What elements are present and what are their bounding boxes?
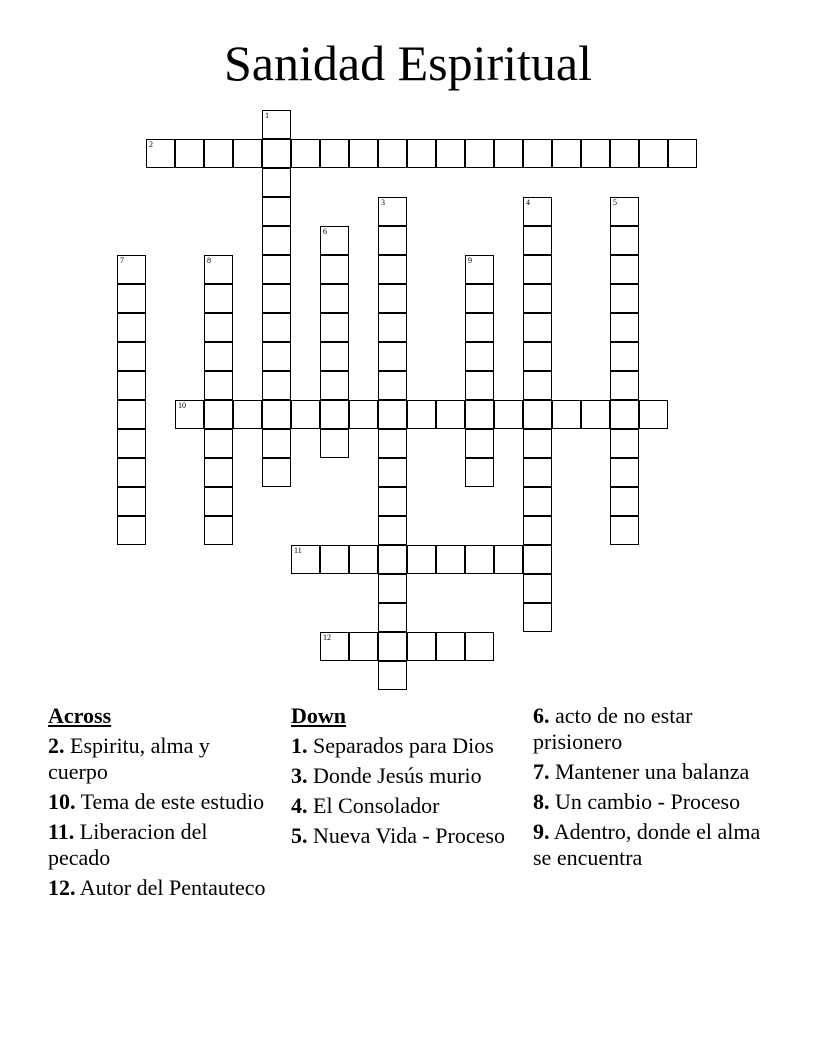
grid-cell[interactable] (378, 545, 407, 574)
grid-cell[interactable] (610, 284, 639, 313)
grid-cell[interactable] (639, 139, 668, 168)
clue-number: 7. (533, 759, 550, 784)
clue-text: Un cambio - Proceso (555, 789, 741, 814)
cell-number: 4 (526, 198, 530, 207)
grid-cell[interactable] (117, 371, 146, 400)
clue-down-5 (291, 823, 511, 849)
grid-cell[interactable] (523, 429, 552, 458)
grid-cell[interactable] (204, 429, 233, 458)
grid-cell[interactable] (610, 342, 639, 371)
clue-down-4 (291, 793, 511, 819)
grid-cell[interactable] (262, 342, 291, 371)
grid-cell[interactable] (349, 400, 378, 429)
grid-cell[interactable] (610, 139, 639, 168)
grid-cell[interactable] (320, 400, 349, 429)
grid-cell[interactable] (233, 400, 262, 429)
grid-cell[interactable] (378, 197, 407, 226)
grid-cell[interactable] (581, 400, 610, 429)
grid-cell[interactable] (378, 284, 407, 313)
clue-down-8 (533, 789, 768, 815)
grid-cell[interactable] (204, 371, 233, 400)
down-clues-continued (533, 703, 768, 875)
grid-cell[interactable] (320, 255, 349, 284)
grid-cell[interactable] (378, 371, 407, 400)
grid-cell[interactable] (523, 574, 552, 603)
grid-cell[interactable] (320, 284, 349, 313)
cell-number: 8 (207, 256, 211, 265)
grid-cell[interactable] (233, 139, 262, 168)
clue-text: Adentro, donde el alma se encuentra (533, 819, 761, 870)
grid-cell[interactable] (117, 400, 146, 429)
grid-cell[interactable] (117, 458, 146, 487)
grid-cell[interactable] (204, 255, 233, 284)
cell-number: 11 (294, 546, 302, 555)
grid-cell[interactable] (204, 487, 233, 516)
clue-number: 2. (48, 733, 65, 758)
clue-down-9 (533, 819, 768, 871)
grid-cell[interactable] (407, 632, 436, 661)
grid-cell[interactable] (523, 400, 552, 429)
grid-cell[interactable] (523, 487, 552, 516)
grid-cell[interactable] (610, 400, 639, 429)
grid-cell[interactable] (639, 400, 668, 429)
grid-cell[interactable] (436, 545, 465, 574)
grid-cell[interactable] (436, 139, 465, 168)
grid-cell[interactable] (204, 139, 233, 168)
grid-cell[interactable] (523, 342, 552, 371)
grid-cell[interactable] (523, 139, 552, 168)
grid-cell[interactable] (204, 313, 233, 342)
grid-cell[interactable] (610, 313, 639, 342)
grid-cell[interactable] (465, 400, 494, 429)
clue-number: 12. (48, 875, 76, 900)
across-heading: Across (48, 703, 112, 728)
grid-cell[interactable] (494, 545, 523, 574)
grid-cell[interactable] (581, 139, 610, 168)
grid-cell[interactable] (465, 429, 494, 458)
clue-number: 5. (291, 823, 308, 848)
grid-cell[interactable] (204, 458, 233, 487)
clue-text: Autor del Pentauteco (79, 875, 266, 900)
grid-cell[interactable] (610, 458, 639, 487)
grid-cell[interactable] (523, 313, 552, 342)
clue-text: Donde Jesús murio (313, 763, 482, 788)
grid-cell[interactable] (552, 400, 581, 429)
grid-cell[interactable] (610, 255, 639, 284)
grid-cell[interactable] (378, 400, 407, 429)
cell-number: 1 (265, 111, 269, 120)
grid-cell[interactable] (436, 400, 465, 429)
grid-cell[interactable] (465, 313, 494, 342)
clue-number: 9. (533, 819, 550, 844)
grid-cell[interactable] (378, 487, 407, 516)
grid-cell[interactable] (407, 545, 436, 574)
clue-text: Separados para Dios (313, 733, 494, 758)
grid-cell[interactable] (262, 429, 291, 458)
grid-cell[interactable] (117, 313, 146, 342)
cell-number: 9 (468, 256, 472, 265)
clue-down-7 (533, 759, 768, 785)
clue-down-6 (533, 703, 768, 755)
clue-text: Nueva Vida - Proceso (313, 823, 505, 848)
grid-cell[interactable] (378, 429, 407, 458)
grid-cell[interactable] (610, 226, 639, 255)
clue-number: 4. (291, 793, 308, 818)
grid-cell[interactable] (523, 197, 552, 226)
grid-cell[interactable] (465, 632, 494, 661)
cell-number: 3 (381, 198, 385, 207)
grid-cell[interactable] (262, 197, 291, 226)
clue-number: 1. (291, 733, 308, 758)
grid-cell[interactable] (523, 284, 552, 313)
clue-number: 8. (533, 789, 550, 814)
grid-cell[interactable] (465, 342, 494, 371)
grid-cell[interactable] (262, 313, 291, 342)
grid-cell[interactable] (610, 197, 639, 226)
grid-cell[interactable] (610, 487, 639, 516)
grid-cell[interactable] (465, 139, 494, 168)
grid-cell[interactable] (378, 255, 407, 284)
grid-cell[interactable] (436, 632, 465, 661)
grid-cell[interactable] (494, 400, 523, 429)
cell-number: 12 (323, 633, 331, 642)
cell-number: 2 (149, 140, 153, 149)
grid-cell[interactable] (523, 516, 552, 545)
grid-cell[interactable] (378, 226, 407, 255)
grid-cell[interactable] (117, 487, 146, 516)
clue-number: 11. (48, 819, 75, 844)
grid-cell[interactable] (407, 139, 436, 168)
grid-cell[interactable] (378, 458, 407, 487)
grid-cell[interactable] (117, 284, 146, 313)
down-heading: Down (291, 703, 347, 728)
grid-cell[interactable] (146, 139, 175, 168)
clue-across-2 (48, 733, 268, 785)
grid-cell[interactable] (610, 516, 639, 545)
grid-cell[interactable] (175, 400, 204, 429)
grid-cell[interactable] (320, 371, 349, 400)
grid-cell[interactable] (378, 342, 407, 371)
clue-across-12 (48, 875, 268, 901)
grid-cell[interactable] (349, 139, 378, 168)
grid-cell[interactable] (378, 313, 407, 342)
grid-cell[interactable] (668, 139, 697, 168)
grid-cell[interactable] (262, 168, 291, 197)
grid-cell[interactable] (523, 603, 552, 632)
grid-cell[interactable] (320, 226, 349, 255)
grid-cell[interactable] (465, 458, 494, 487)
grid-cell[interactable] (610, 429, 639, 458)
grid-cell[interactable] (494, 139, 523, 168)
grid-cell[interactable] (320, 429, 349, 458)
grid-cell[interactable] (291, 139, 320, 168)
grid-cell[interactable] (262, 284, 291, 313)
grid-cell[interactable] (320, 139, 349, 168)
clue-down-1 (291, 733, 511, 759)
cell-number: 7 (120, 256, 124, 265)
grid-cell[interactable] (610, 371, 639, 400)
grid-cell[interactable] (262, 458, 291, 487)
clue-number: 3. (291, 763, 308, 788)
grid-cell[interactable] (291, 400, 320, 429)
grid-cell[interactable] (465, 545, 494, 574)
grid-cell[interactable] (378, 661, 407, 690)
grid-cell[interactable] (523, 458, 552, 487)
grid-cell[interactable] (552, 139, 581, 168)
grid-cell[interactable] (291, 545, 320, 574)
grid-cell[interactable] (320, 545, 349, 574)
grid-cell[interactable] (320, 632, 349, 661)
cell-number: 6 (323, 227, 327, 236)
grid-cell[interactable] (349, 632, 378, 661)
grid-cell[interactable] (117, 255, 146, 284)
cell-number: 5 (613, 198, 617, 207)
grid-cell[interactable] (262, 139, 291, 168)
clue-text: acto de no estar prisionero (533, 703, 693, 754)
grid-cell[interactable] (523, 545, 552, 574)
clue-number: 6. (533, 703, 550, 728)
grid-cell[interactable] (262, 400, 291, 429)
grid-cell[interactable] (465, 255, 494, 284)
grid-cell[interactable] (175, 139, 204, 168)
grid-cell[interactable] (523, 226, 552, 255)
grid-cell[interactable] (204, 400, 233, 429)
grid-cell[interactable] (262, 371, 291, 400)
clue-number: 10. (48, 789, 76, 814)
down-clues (291, 703, 511, 853)
grid-cell[interactable] (262, 110, 291, 139)
clue-text: Mantener una balanza (555, 759, 750, 784)
cell-number: 10 (178, 401, 186, 410)
grid-cell[interactable] (320, 313, 349, 342)
grid-cell[interactable] (117, 342, 146, 371)
grid-cell[interactable] (262, 226, 291, 255)
puzzle-title: Sanidad Espiritual (224, 35, 592, 91)
clue-down-3 (291, 763, 511, 789)
grid-cell[interactable] (378, 574, 407, 603)
grid-cell[interactable] (465, 284, 494, 313)
grid-cell[interactable] (204, 516, 233, 545)
grid-cell[interactable] (204, 284, 233, 313)
grid-cell[interactable] (465, 371, 494, 400)
grid-cell[interactable] (378, 603, 407, 632)
clue-across-10 (48, 789, 268, 815)
grid-cell[interactable] (378, 516, 407, 545)
grid-cell[interactable] (523, 255, 552, 284)
clue-across-11 (48, 819, 268, 871)
clue-text: Espiritu, alma y cuerpo (48, 733, 210, 784)
grid-cell[interactable] (320, 342, 349, 371)
grid-cell[interactable] (204, 342, 233, 371)
grid-cell[interactable] (262, 255, 291, 284)
across-clues (48, 703, 268, 905)
grid-cell[interactable] (378, 632, 407, 661)
grid-cell[interactable] (378, 139, 407, 168)
grid-cell[interactable] (117, 429, 146, 458)
grid-cell[interactable] (407, 400, 436, 429)
clue-text: Tema de este estudio (80, 789, 265, 814)
clue-text: El Consolador (313, 793, 440, 818)
grid-cell[interactable] (117, 516, 146, 545)
grid-cell[interactable] (349, 545, 378, 574)
grid-cell[interactable] (523, 371, 552, 400)
clue-text: Liberacion del pecado (48, 819, 208, 870)
